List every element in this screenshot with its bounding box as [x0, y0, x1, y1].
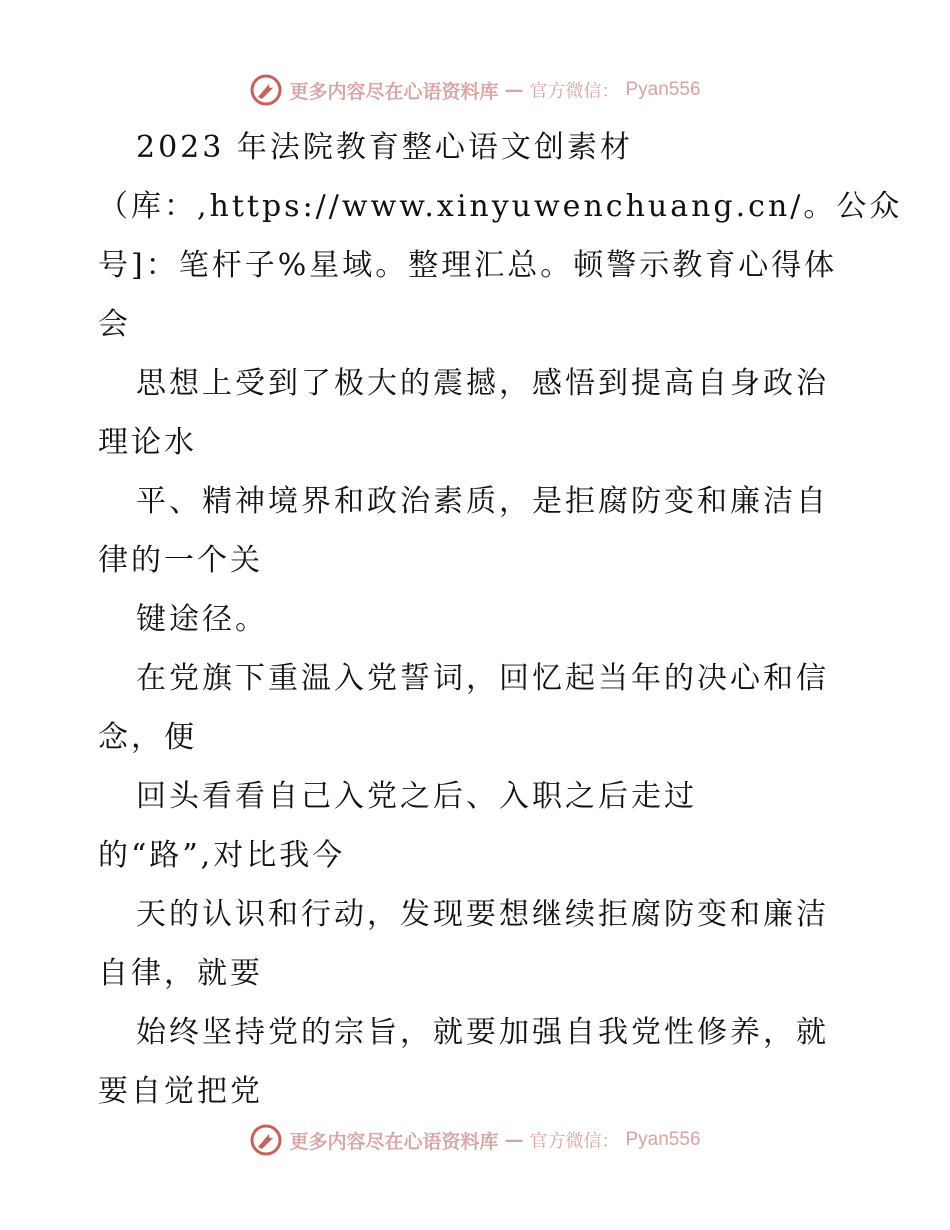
banner-brand-text: 更多内容尽在心语资料库: [289, 80, 499, 103]
footer-banner: [0, 1120, 950, 1160]
document-line: 回头看看自己入党之后、入职之后走过: [136, 779, 697, 814]
banner-wechat-label: 官方微信：: [529, 81, 620, 102]
document-line: 平、精神境界和政治素质，是拒腐防变和廉洁自: [136, 484, 829, 519]
footer-wechat-label: 官方微信：: [529, 1131, 620, 1152]
document-body: [98, 118, 903, 1121]
document-line: 律的一个关: [98, 543, 263, 578]
document-line: 要自觉把党: [98, 1074, 263, 1109]
document-line: （库：,https://www.xinyuwenchuang.cn/。公众: [98, 189, 903, 224]
document-line: 号]：笔杆子%星域。整理汇总。顿警示教育心得体: [98, 248, 838, 283]
document-line: 思想上受到了极大的震撼，感悟到提高自身政治: [136, 366, 829, 401]
document-line: 始终坚持党的宗旨，就要加强自我党性修养，就: [136, 1015, 829, 1050]
banner-wechat-id: Pyan556: [625, 79, 701, 100]
footer-separator: —: [504, 1129, 524, 1151]
document-line: 理论水: [98, 425, 197, 460]
document-line: 在党旗下重温入党誓词，回忆起当年的决心和信: [136, 661, 829, 696]
footer-wechat-id: Pyan556: [625, 1129, 701, 1150]
document-line: 的“路”,对比我今: [98, 838, 346, 873]
pen-nib-circle-icon: [249, 1123, 283, 1157]
banner-separator: —: [504, 79, 524, 101]
header-banner: [0, 70, 950, 110]
document-line: 2023 年法院教育整心语文创素材: [136, 130, 633, 165]
document-line: 念，便: [98, 720, 197, 755]
document-line: 键途径。: [136, 602, 268, 637]
footer-brand-text: 更多内容尽在心语资料库: [289, 1130, 499, 1153]
document-line: 天的认识和行动，发现要想继续拒腐防变和廉洁: [136, 897, 829, 932]
document-line: 会: [98, 307, 131, 342]
document-line: 自律，就要: [98, 956, 263, 991]
pen-nib-circle-icon: [249, 73, 283, 107]
